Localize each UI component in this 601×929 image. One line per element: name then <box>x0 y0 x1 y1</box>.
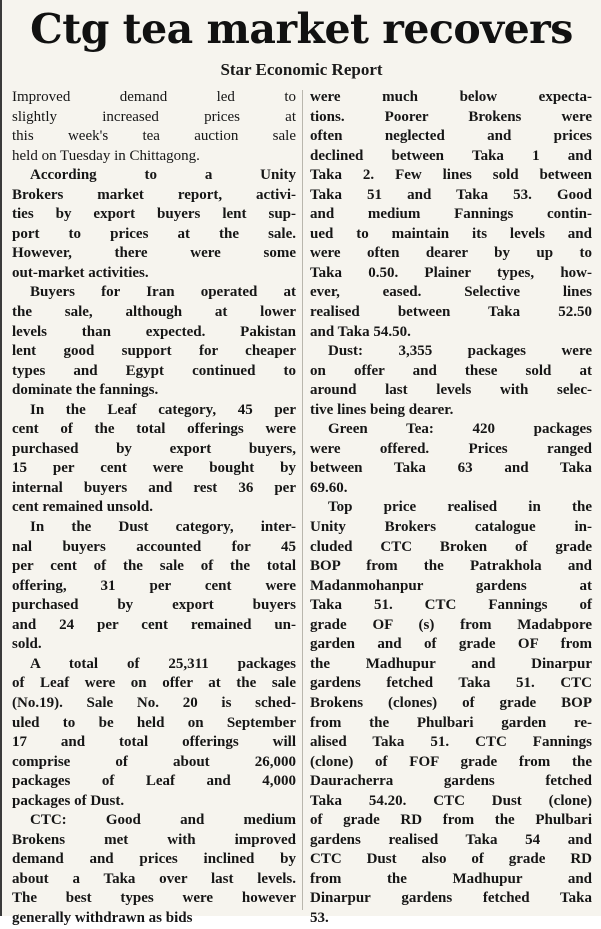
text-line: ties by export buyers lent sup- <box>12 206 296 223</box>
text-line: Dinarpur gardens fetched Taka <box>310 890 592 907</box>
paragraph <box>310 498 592 928</box>
text-line: offering, 31 per cent were <box>12 577 296 594</box>
text-line: Top price realised in the <box>328 499 592 516</box>
text-line: and 24 per cent remained un- <box>12 616 296 633</box>
text-line: Taka 51. CTC Fannings of <box>310 597 592 614</box>
text-line: cluded CTC Broken of grade <box>310 538 592 555</box>
left-column <box>12 88 296 929</box>
text-line: the sale, although at lower <box>12 304 296 321</box>
paragraph <box>12 166 296 283</box>
text-line: 15 per cent were bought by <box>12 460 296 477</box>
text-line: Taka 51 and Taka 53. Good <box>310 186 592 203</box>
text-line: BOP from the Patrakhola and <box>310 558 592 575</box>
text-line: Dauracherra gardens fetched <box>310 773 592 790</box>
paragraph <box>12 401 296 518</box>
text-line: cent of the total offerings were <box>12 421 296 438</box>
byline: Star Economic Report <box>220 60 383 79</box>
text-line: internal buyers and rest 36 per <box>12 479 296 496</box>
text-line: and medium Fannings contin- <box>310 206 592 223</box>
text-line: Green Tea: 420 packages <box>328 421 592 438</box>
text-line: Brokers market report, activi- <box>12 186 296 203</box>
text-line: Taka 54.20. CTC Dust (clone) <box>310 792 592 809</box>
text-line: of grade RD from the Phulbari <box>310 812 592 829</box>
text-line: According to a Unity <box>30 167 296 184</box>
text-line: (clone) of FOF grade from the <box>310 753 592 770</box>
text-line: types and Egypt continued to <box>12 362 296 379</box>
text-line: packages of Dust. <box>12 792 125 809</box>
text-line: tive lines being dearer. <box>310 401 454 418</box>
text-line: Unity Brokers catalogue in- <box>310 519 592 536</box>
text-line: this week's tea auction sale <box>12 128 296 145</box>
text-line: port to prices at the sale. <box>12 225 296 242</box>
text-line: declined between Taka 1 and <box>310 147 592 164</box>
text-line: In the Leaf category, 45 per <box>30 401 296 418</box>
paragraph <box>12 88 296 166</box>
text-line: The best types were however <box>12 890 296 907</box>
text-line: realised between Taka 52.50 <box>310 304 592 321</box>
text-line: dominate the fannings. <box>12 382 159 399</box>
text-line: grade OF (s) from Madabpore <box>310 616 592 633</box>
text-line: of Leaf were on offer at the sale <box>12 675 296 692</box>
text-line: slightly increased prices at <box>12 108 296 125</box>
paragraph <box>310 88 592 342</box>
text-line: purchased by export buyers, <box>12 440 296 457</box>
text-line: on offer and these sold at <box>310 362 592 379</box>
text-line: (No.19). Sale No. 20 is sched- <box>12 694 296 711</box>
text-line: purchased by export buyers <box>12 597 296 614</box>
text-line: Brokens met with improved <box>12 831 296 848</box>
text-line: often neglected and prices <box>310 128 592 145</box>
column-divider <box>302 90 303 910</box>
text-line: were often dearer by up to <box>310 245 592 262</box>
text-line: cent remained unsold. <box>12 499 153 516</box>
text-line: Madanmohanpur gardens at <box>310 577 592 594</box>
paragraph <box>12 655 296 811</box>
paragraph <box>12 518 296 655</box>
text-line: were much below expecta- <box>310 89 592 105</box>
text-line: A total of 25,311 packages <box>30 655 296 672</box>
text-line: gardens fetched Taka 51. CTC <box>310 675 592 692</box>
paragraph <box>12 283 296 400</box>
text-line: out-market activities. <box>12 264 149 281</box>
text-line: held on Tuesday in Chittagong. <box>12 147 200 164</box>
text-line: generally withdrawn as bids <box>12 909 193 926</box>
paragraph <box>310 342 592 420</box>
text-line: 17 and total offerings will <box>12 734 296 751</box>
text-line: Brokens (clones) of grade BOP <box>310 694 592 711</box>
text-line: gardens realised Taka 54 and <box>310 831 592 848</box>
text-line: nal buyers accounted for 45 <box>12 538 296 555</box>
text-line: and Taka 54.50. <box>310 323 411 340</box>
text-line: packages of Leaf and 4,000 <box>12 773 296 790</box>
text-line: Taka 0.50. Plainer types, how- <box>310 264 592 281</box>
text-line: alised Taka 51. CTC Fannings <box>310 734 592 751</box>
text-line: about a Taka over last levels. <box>12 870 296 887</box>
text-line: demand and prices inclined by <box>12 851 296 868</box>
text-line: In the Dust category, inter- <box>30 519 296 536</box>
text-line: Taka 2. Few lines sold between <box>310 167 592 184</box>
text-line: between Taka 63 and Taka <box>310 460 592 477</box>
text-line: per cent of the sale of the total <box>12 558 296 575</box>
text-line: CTC: Good and medium <box>30 812 296 829</box>
text-line: CTC Dust also of grade RD <box>310 851 592 868</box>
text-line: 69.60. <box>310 479 348 496</box>
text-line: sold. <box>12 636 42 653</box>
text-line: the Madhupur and Dinarpur <box>310 655 592 672</box>
headline: Ctg tea market recovers <box>30 5 573 53</box>
paragraph <box>12 811 296 928</box>
text-line: around last levels with selec- <box>310 382 592 399</box>
text-line: from the Madhupur and <box>310 870 592 887</box>
text-line: ever, eased. Selective lines <box>310 284 592 301</box>
text-line: ued to maintain its levels and <box>310 225 592 242</box>
text-line: Improved demand led to <box>12 89 296 105</box>
text-line: Dust: 3,355 packages were <box>328 343 592 360</box>
paragraph <box>310 420 592 498</box>
text-line: lent good support for cheaper <box>12 343 296 360</box>
text-line: uled to be held on September <box>12 714 296 731</box>
text-line: tions. Poorer Brokens were <box>310 108 592 125</box>
text-line: Buyers for Iran operated at <box>30 284 296 301</box>
text-line: garden and of grade OF from <box>310 636 592 653</box>
right-column <box>310 88 592 929</box>
text-line: comprise of about 26,000 <box>12 753 296 770</box>
text-line: from the Phulbari garden re- <box>310 714 592 731</box>
text-line: were offered. Prices ranged <box>310 440 592 457</box>
text-line: levels than expected. Pakistan <box>12 323 296 340</box>
text-line: 53. <box>310 909 329 926</box>
text-line: However, there were some <box>12 245 296 262</box>
